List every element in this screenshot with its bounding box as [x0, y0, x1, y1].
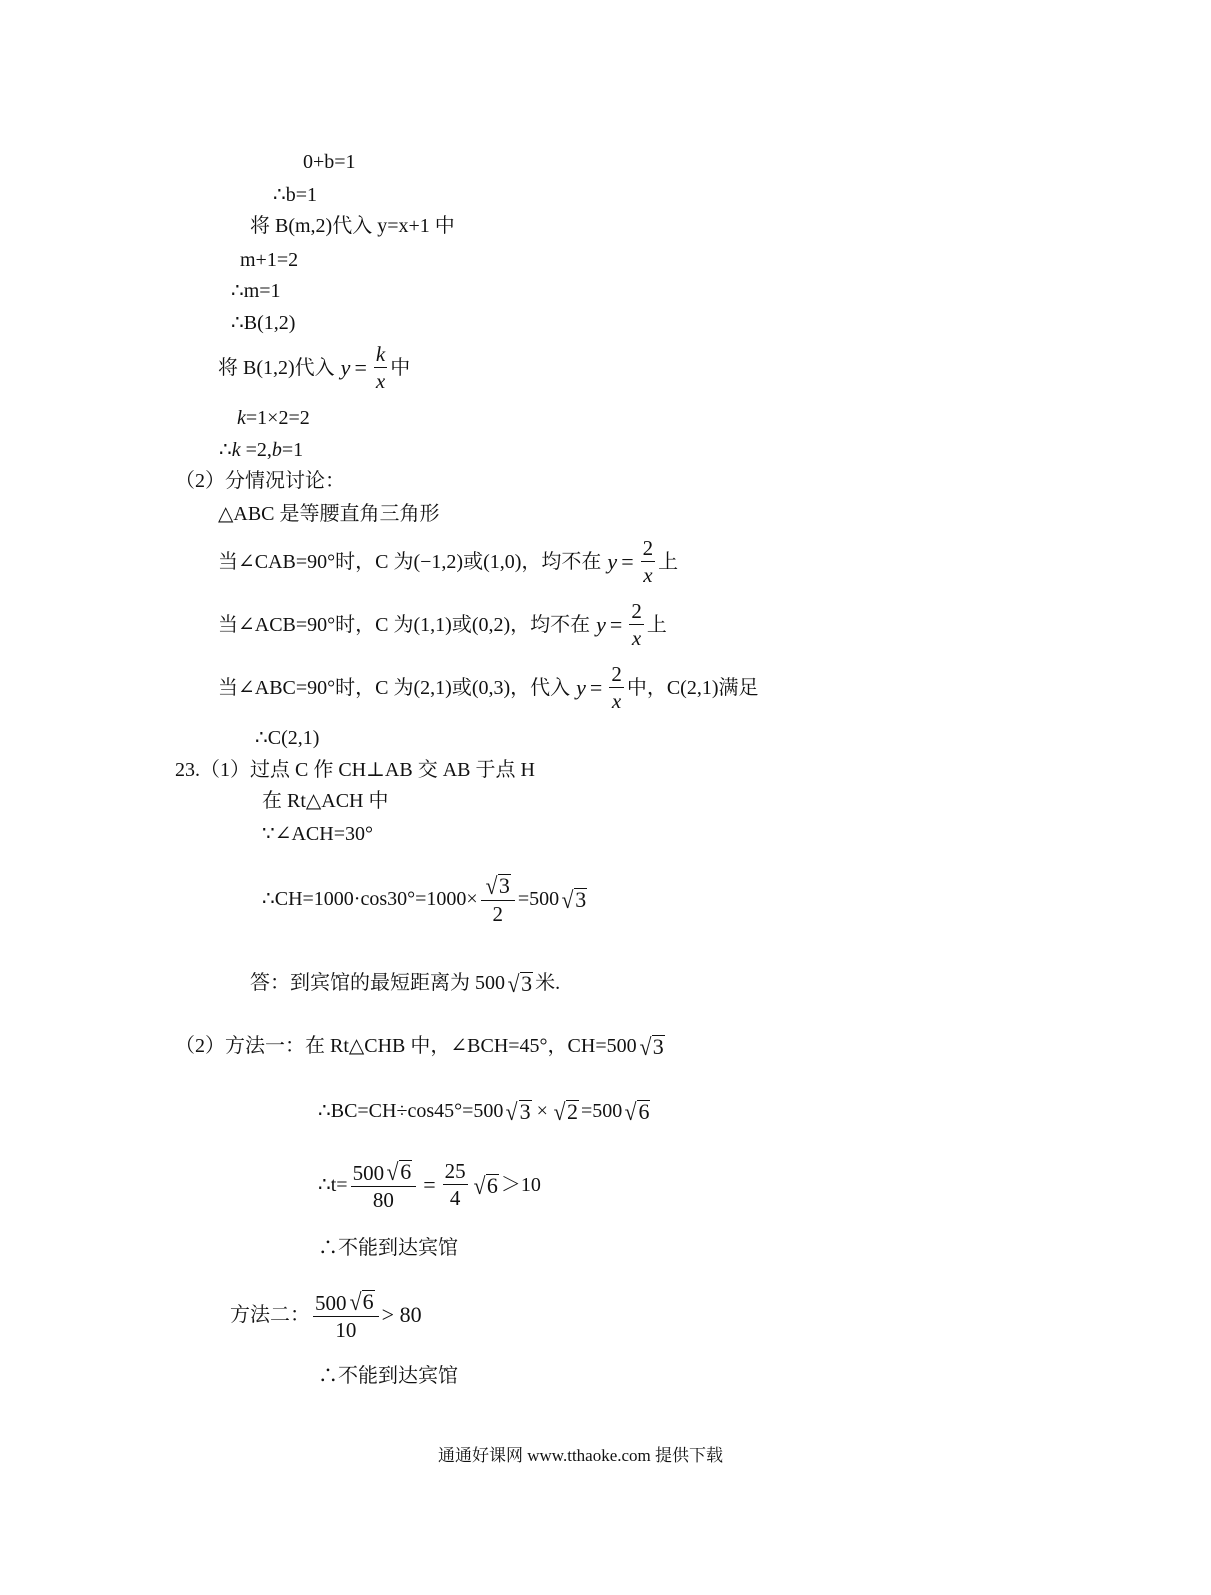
- case-line: 当∠ABC=90°时，C 为(2,1)或(0,3)，代入 y = $\frac{2}{x}$ 中，C(2,1)满足: [218, 662, 759, 713]
- text-line: ∵∠ACH=30°: [262, 823, 373, 845]
- sqrt-symbol: √ 3: [506, 1099, 531, 1126]
- eq-line: m+1=2: [240, 249, 299, 271]
- sqrt-symbol: √ 3: [507, 971, 533, 998]
- calc-line: ∴t= 500 √ 6 80 = $\frac{25}{4}$ √ 6 ＞10: [318, 1158, 541, 1212]
- question-heading: 23.（1）过点 C 作 CH⊥AB 交 AB 于点 H: [175, 759, 535, 781]
- sqrt-symbol: √ 6: [473, 1172, 498, 1200]
- fraction-500sqrt6-over-80: 500 √ 6 80: [351, 1160, 417, 1211]
- sqrt-symbol: √ 6: [624, 1099, 650, 1126]
- fraction-k-over-x: $\frac{k}{x}$: [375, 342, 386, 393]
- result-line: ∴不能到达宾馆: [318, 1365, 458, 1387]
- calc-line: ∴BC=CH÷cos45°=500 √ 3 × √ 2 =500 √ 6: [318, 1099, 650, 1126]
- sqrt-symbol: √ 3: [639, 1034, 664, 1061]
- text-line: 在 Rt△ACH 中: [262, 790, 389, 812]
- fraction-2-over-x: $\frac{2}{x}$: [631, 599, 642, 650]
- fraction-25-over-4: $\frac{25}{4}$: [444, 1159, 466, 1210]
- fraction-sqrt3-over-2: √ 3 2: [481, 874, 515, 925]
- result-line: ∴k =2,b=1: [219, 439, 304, 461]
- method-two-line: 方法二： 500 √ 6 10 > 80: [230, 1288, 422, 1342]
- sqrt-symbol: √ 2: [553, 1099, 579, 1126]
- footer-text: 通通好课网 www.tthaoke.com 提供下载: [438, 1446, 724, 1465]
- text-line: △ABC 是等腰直角三角形: [218, 503, 440, 525]
- sqrt-symbol: √ 3: [561, 886, 587, 914]
- sqrt-symbol: √ 6: [386, 1158, 412, 1186]
- case-line: 当∠ACB=90°时，C 为(1,1)或(0,2)，均不在 y = $\frac{2}{x}$ 上: [218, 599, 667, 650]
- eq-line: ∴B(1,2): [231, 312, 296, 334]
- eq-line: ∴b=1: [273, 184, 318, 206]
- method-one-heading: （2）方法一：在 Rt△CHB 中，∠BCH=45°，CH=500 √ 3: [175, 1034, 664, 1061]
- eq-line: 0+b=1: [303, 151, 356, 173]
- sqrt-symbol: √ 6: [349, 1288, 374, 1316]
- fraction-2-over-x: $\frac{2}{x}$: [642, 536, 654, 587]
- substitute-line: 将 B(1,2)代入 y = $\frac{k}{x}$ 中: [218, 342, 411, 393]
- result-line: ∴不能到达宾馆: [318, 1237, 458, 1259]
- fraction-500sqrt6-over-10: 500 √ 6 10: [313, 1290, 379, 1341]
- sqrt-symbol: √ 3: [485, 872, 510, 900]
- fraction-2-over-x: $\frac{2}{x}$: [611, 662, 622, 713]
- answer-line: 答：到宾馆的最短距离为 500 √ 3 米.: [250, 971, 561, 998]
- calc-line: ∴CH=1000·cos30°=1000× √ 3 2 =500 √ 3: [262, 872, 587, 926]
- text-line: 将 B(m,2)代入 y=x+1 中: [250, 215, 455, 237]
- result-line: ∴C(2,1): [255, 727, 320, 749]
- eq-line: ∴m=1: [231, 280, 281, 302]
- section-title: （2）分情况讨论：: [175, 470, 345, 492]
- case-line: 当∠CAB=90°时，C 为(−1,2)或(1,0)，均不在 y = $\frac{2}{x}$ 上: [218, 536, 679, 587]
- eq-line: k=1×2=2: [237, 407, 310, 429]
